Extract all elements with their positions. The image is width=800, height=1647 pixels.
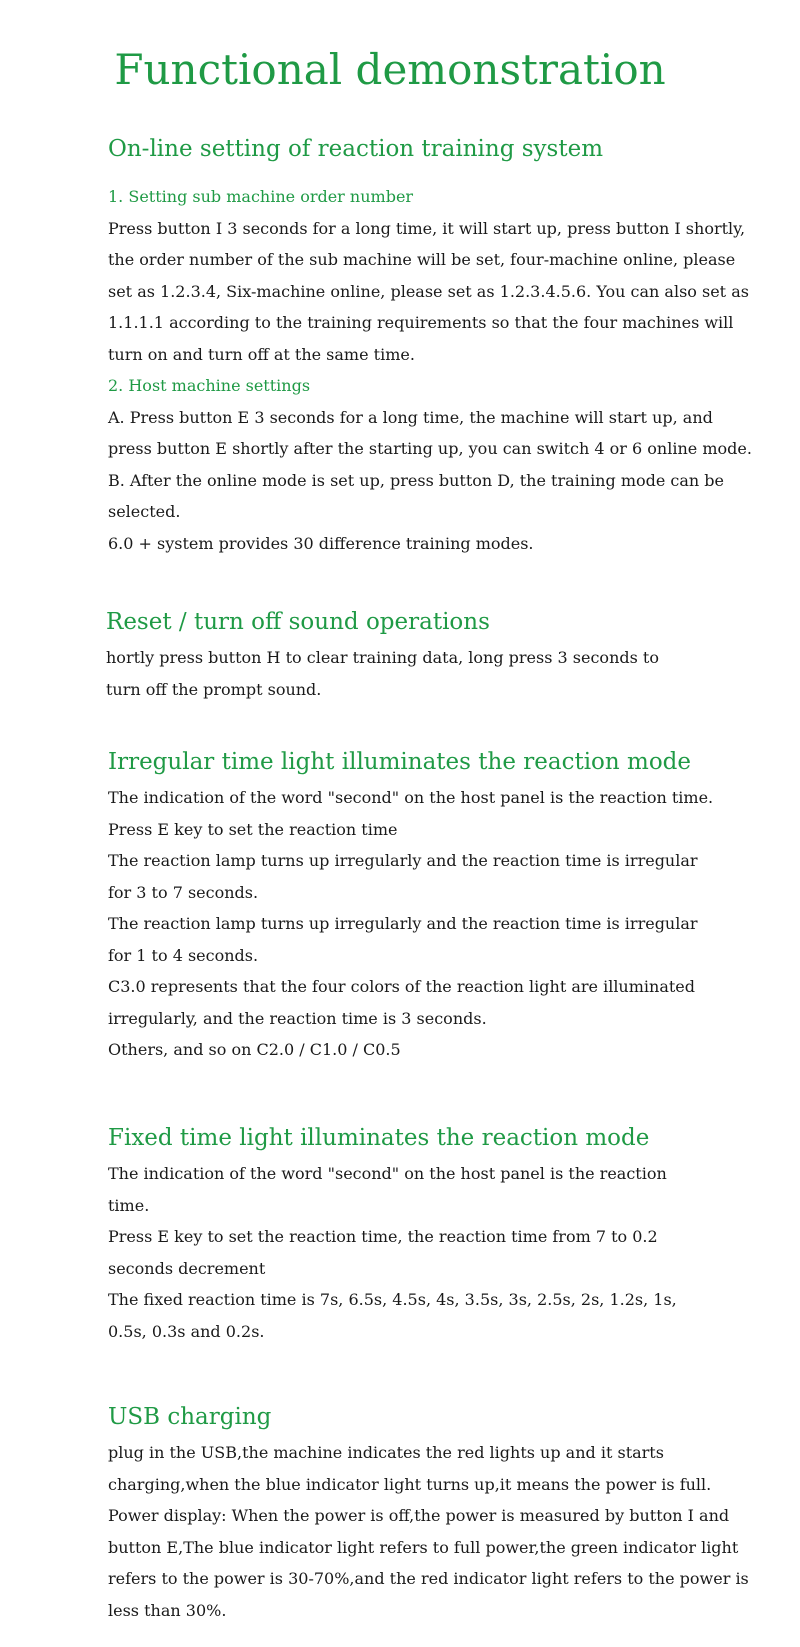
paragraph-line: turn off the prompt sound. — [106, 679, 322, 699]
paragraph-line: Others, and so on C2.0 / C1.0 / C0.5 — [108, 1040, 401, 1059]
paragraph-line: A. Press button E 3 seconds for a long time, the machine will start up, and — [108, 407, 713, 427]
section-heading-irregular: Irregular time light illuminates the reaction mode — [108, 749, 692, 775]
section-online-setting — [108, 133, 788, 559]
paragraph-line: The fixed reaction time is 7s, 6.5s, 4.5s, 4s, 3.5s, 3s, 2.5s, 2s, 1.2s, 1s, — [108, 1290, 677, 1309]
paragraph-line: for 3 to 7 seconds. — [108, 882, 259, 902]
subheading-sub-machine: 1. Setting sub machine order number — [108, 187, 414, 206]
section-irregular-mode — [108, 746, 788, 1066]
paragraph-line: 1.1.1.1 according to the training requirements so that the four machines will — [108, 313, 734, 332]
paragraph-line: plug in the USB,the machine indicates the red lights up and it starts — [108, 1443, 664, 1462]
paragraph-line: hortly press button H to clear training data, long press 3 seconds to — [106, 648, 659, 667]
subheading-host-machine: 2. Host machine settings — [108, 376, 311, 395]
paragraph-line: irregularly, and the reaction time is 3 seconds. — [108, 1008, 487, 1028]
paragraph-line: The reaction lamp turns up irregularly and the reaction time is irregular — [108, 851, 698, 870]
paragraph-line: set as 1.2.3.4, Six-machine online, please set as 1.2.3.4.5.6. You can also set as — [108, 281, 749, 301]
page-title: Functional demonstration — [114, 45, 666, 94]
paragraph-line: less than 30%. — [108, 1600, 227, 1620]
section-heading-fixed: Fixed time light illuminates the reaction mode — [108, 1125, 650, 1151]
paragraph-line: selected. — [108, 502, 181, 521]
section-heading-online: On-line setting of reaction training system — [108, 136, 604, 162]
paragraph-line: the order number of the sub machine will be set, four-machine online, please — [108, 250, 736, 269]
paragraph-line: turn on and turn off at the same time. — [108, 344, 415, 364]
paragraph-line: seconds decrement — [108, 1258, 266, 1278]
paragraph-line: The indication of the word "second" on the host panel is the reaction time. — [108, 788, 714, 807]
paragraph-line: 6.0 + system provides 30 difference training modes. — [108, 533, 534, 553]
section-fixed-mode — [108, 1122, 788, 1347]
paragraph-line: C3.0 represents that the four colors of the reaction light are illuminated — [108, 977, 696, 996]
paragraph-line: 0.5s, 0.3s and 0.2s. — [108, 1321, 265, 1341]
paragraph-line: button E,The blue indicator light refers to full power,the green indicator light — [108, 1537, 739, 1557]
paragraph-line: Press E key to set the reaction time — [108, 819, 398, 839]
section-heading-reset: Reset / turn off sound operations — [106, 609, 490, 635]
paragraph-line: The indication of the word "second" on the host panel is the reaction — [108, 1164, 667, 1183]
section-reset-sound — [106, 606, 786, 705]
paragraph-line: The reaction lamp turns up irregularly and the reaction time is irregular — [108, 914, 698, 933]
paragraph-line: charging,when the blue indicator light turns up,it means the power is full. — [108, 1474, 712, 1494]
paragraph-line: Press button I 3 seconds for a long time, it will start up, press button I shortly, — [108, 218, 746, 238]
section-heading-usb: USB charging — [108, 1404, 272, 1430]
paragraph-line: time. — [108, 1195, 150, 1215]
section-usb-charging — [108, 1401, 788, 1626]
paragraph-line: press button E shortly after the starting up, you can switch 4 or 6 online mode. — [108, 439, 752, 458]
paragraph-line: Press E key to set the reaction time, the reaction time from 7 to 0.2 — [108, 1227, 658, 1246]
paragraph-line: Power display: When the power is off,the power is measured by button I and — [108, 1506, 730, 1525]
paragraph-line: for 1 to 4 seconds. — [108, 945, 259, 965]
paragraph-line: refers to the power is 30-70%,and the red indicator light refers to the power is — [108, 1569, 749, 1588]
paragraph-line: B. After the online mode is set up, press button D, the training mode can be — [108, 470, 725, 490]
